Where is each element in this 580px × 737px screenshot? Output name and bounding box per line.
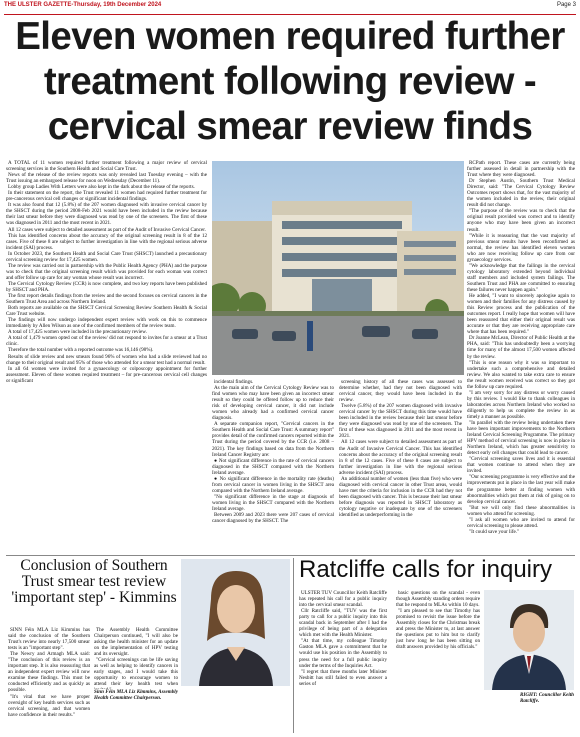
paragraph: SINN Féin MLA Liz Kimmins has said the conclusion of the Southern Trust's review into nearly 17,500 smear tests is an "important step". xyxy=(8,627,90,652)
paragraph: The first report details findings from the review and the second focuses on cervical cancers in the Southern Trust Area and across Northern Ireland. xyxy=(6,293,207,306)
paragraph: "No significant difference in the stage at diagnosis of women living in the SHSCT compared with the Northern Ireland average. xyxy=(212,493,334,512)
paragraph: A total of 17,425 women were included in the precautionary review. xyxy=(8,329,147,336)
paragraph: "I am very sorry for any distress or worry caused by this review. I would like to thank colleagues in laboratories across Northern Ireland who worked so diligently to help us complete the review in as timely a manner as possible. xyxy=(467,389,575,420)
paragraph: "While it is reassuring that the vast majority of previous smear results have been reconfirmed as normal, the review has identified eleven women who are now receiving follow up care from our gynaecology services. xyxy=(467,232,575,263)
paragraph: In their statement on the report, the Trust revealed 11 women had required further treatment for pre-cancerous cervical cell changes or significant incidental findings. xyxy=(6,190,207,203)
paragraph: "It could save your life." xyxy=(469,528,520,535)
paragraph: The findings will now undergo independent expert review with work on this to commence immediately by Allen Wilson as one of the confirmed members of the review team. xyxy=(6,317,207,330)
woman-portrait-image xyxy=(181,559,290,686)
paragraph: In all 64 women were invited for a gynaecology or colposcopy appointment for further assessment. Eleven of these women required treatment – for pre-cancerous cervical cell changes or significant xyxy=(6,365,207,384)
paragraph: Results of slide review and new smears found 96% of women who had a slide reviewed had no change to their original result and 95% of those who attended for a smear test had a normal result. xyxy=(6,353,207,366)
paragraph: This has identified concerns about the accuracy of the original screening result in 8 of the 12 cases. Five of these 8 are subject to further investigation in line with the regional serious adverse incident (SAI) process. xyxy=(6,232,207,251)
paragraph: ULSTER TUV Councillor Keith Ratcliffe has repeated his call for a public inquiry into the cervical smear scandal. xyxy=(299,590,387,609)
ratcliffe-portrait xyxy=(484,590,574,690)
ratcliffe-headline: Ratcliffe calls for inquiry xyxy=(299,556,552,583)
paragraph: All 12 cases were subject to detailed assessment as part of the Audit of Invasive Cervical Cancer. xyxy=(8,226,206,233)
man-portrait-image xyxy=(484,590,574,690)
paragraph: The Cervical Cytology Review (CCR) is now complete, and two key reports have been published by SHSCT and PHA. xyxy=(6,280,207,293)
paragraph: All 12 cases were subject to detailed assessment as part of the Audit of Invasive Cervical Cancer. This has identified concerns about the accuracy of the original screening result in 8 of the 12 cases. Five of these 8 cases are subject to further investigation in line with the regional serious adverse incident (SAI) process. xyxy=(339,439,462,476)
kimmins-portrait xyxy=(181,559,290,686)
paragraph: "Our screening programme is very effective and the improvements put in place in the last year will make the programme better at finding women with abnormalities which put them at risk of going on to develop cervical cancer. xyxy=(467,474,575,505)
paragraph: "We acknowledge that the failings in the cervical cytology laboratory extended beyond individual staff members and included system failings. The Southern Trust and PHA are committed to ensuring these failures never happen again." xyxy=(467,262,575,293)
article-column-2 xyxy=(212,379,334,555)
paragraph: "Cervical screenings can be life saving as well as helping to identify cancers in early stages, and I would take this opportunity to encourage women to attend their key health test when xyxy=(94,657,178,688)
paragraph: An additional number of women (less than five) who were diagnosed with cervical cancer in other Trust areas, would have met the criteria for inclusion in the CCR had they not been diagnosed with cancer. This is because their last smear before diagnosis was reported in SHSCT laboratory as cytology negative or inadequate by one of the screeners identified as underperforming in the xyxy=(339,475,462,519)
paragraph: incidental findings. xyxy=(214,379,254,385)
article-column-4 xyxy=(467,160,575,554)
paragraph: A total of 1,479 women opted out of the review/ did not respond to invites for a smear at a Trust clinic. xyxy=(6,335,207,348)
masthead: THE ULSTER GAZETTE-Thursday, 19th December 2024 xyxy=(4,2,162,8)
paragraph: "Cervical screening saves lives and it is essential that women continue to attend when they are invited. xyxy=(467,456,575,475)
kimmins-column-a xyxy=(8,627,90,735)
paragraph: "At that time, my colleague Timothy Gaston MLA gave a commitment that he would use his position in the Assembly to press the need for a full public inquiry under the terms of the Inquiries Act. xyxy=(299,638,387,669)
kimmins-caption: Sinn Féin MLA Liz Kimmins, Assembly Health Committee Chairperson. xyxy=(94,689,178,702)
paragraph: "I regret that three months later Minister Nesbitt has still failed to even answer a series of xyxy=(299,668,387,687)
hospital-building-image xyxy=(212,161,464,375)
article-column-3 xyxy=(339,379,462,555)
paragraph: "This is one reason why it was so important to undertake such a comprehensive and detailed review. We also wanted to take extra care to ensure the result women received was correct so they got the follow up care required. xyxy=(467,359,575,390)
paragraph: Lobby group Ladies With Letters were also kept in the dark about the release of the reports. xyxy=(8,184,195,191)
paragraph: A TOTAL of 11 women required further treatment following a major review of cervical screening services in the Southern Health and Social Care Trust. xyxy=(6,160,207,173)
paragraph: A separate companion report, "Cervical cancers in the Southern Health and Social Care Trust: A summary report" provides detail of the confirmed cancers reported within the Trust during the period covered by the CCR (i.e. 2008 – 2021). The key findings based on data from the Northern Ireland Cancer Registry are: xyxy=(212,421,334,458)
paragraph: Twelve (5.8%) of the 207 women diagnosed with invasive cervical cancer by the SHSCT during this time would have been included in the review because their last smear before they were diagnosed was read by one of the screeners. The first of these was diagnosed in 2011 and the most recent in 2021. xyxy=(339,403,462,440)
paragraph: As the main aim of the Cervical Cytology Review was to find women who may have been given an incorrect smear result so they could be offered follow up to reduce their risk of developing cervical cancer, it did not include women who already had a confirmed cervical cancer diagnosis. xyxy=(212,385,334,422)
paragraph: The Newry and Armagh MLA said: "The conclusion of this review is an important step. It is also reassuring that an independent expert review will now examine these findings. This must be conducted efficiently and as quickly as possible. xyxy=(8,651,90,694)
ratcliffe-column-b xyxy=(396,590,480,690)
paragraph: screening history of all these cases was assessed to determine whether, had they not been diagnosed with cervical cancer, they would have been included in the review. xyxy=(339,379,462,404)
kimmins-headline: Conclusion of Southern Trust smear test review 'important step' - Kimmins xyxy=(11,557,177,607)
paragraph: Cllr Ratcliffe said, "TUV was the first party to call for a public inquiry into this scandal back in September after I had the privilege of being part of a delegation which met with the Health Minister. xyxy=(299,608,387,639)
paragraph: Dr Stephen Austin, Southern Trust Medical Director, said: "The Cervical Cytology Review Outcomes report shows that, for the vast majority of the women included in the review, their original result did not change. xyxy=(467,178,575,209)
page-number: Page 3 xyxy=(556,2,576,8)
paragraph: RCPath report. These cases are currently being further assessed in detail in partnership with the Trust where they were diagnosed. xyxy=(467,160,575,179)
paragraph: "But we will only find these abnormalities in women who attend for screening. xyxy=(467,504,575,517)
paragraph: The Assembly Health Committee Chairperson continued, "I will also be asking the health minister for an update on the implementation of HPV testing and its oversight. xyxy=(94,627,178,658)
paragraph: "I ask all women who are invited to attend for cervical screening to please attend. xyxy=(467,516,575,529)
paragraph: Both reports are available on the SHSCT Cervical Screening Review Southern Health & Social Care Trust website. xyxy=(6,305,207,318)
ratcliffe-column-a xyxy=(299,590,387,734)
paragraph: Between 2009 and 2023 there were 207 cases of cervical cancer diagnosed by the SHSCT. The xyxy=(212,512,334,525)
kimmins-column-b xyxy=(94,627,178,689)
paragraph: basic questions on the scandal - even though Assembly standing orders require that he respond to MLAs within 10 days. xyxy=(396,590,480,609)
paragraph: The review was carried out in partnership with the Public Health Agency (PHA) and the purpose was to check that the original screening result which was provided for each woman was correct and offer follow up care for any woman whose result was incorrect. xyxy=(6,262,207,281)
paragraph: ● Not significant difference in the rate of cervical cancers diagnosed in the SHSCT compared with the Northern Ireland average. xyxy=(212,457,334,476)
paragraph: Dr Joanne McLean, Director of Public Health at the PHA, said: "This has undoubtedly been a worrying time for many of the almost 17,500 women affected by the review. xyxy=(467,335,575,360)
article-column-1 xyxy=(6,160,207,554)
ratcliffe-caption: RIGHT: Councillor Keith Ratcliffe. xyxy=(520,692,574,705)
paragraph: He added, "I want to sincerely apologise again to women and their families for any distress caused by this Review process and the publication of the outcomes report. I really hope that women will have been reassured that either their original result was accurate or that they are receiving appropriate care where that has been required." xyxy=(467,293,575,336)
paragraph: Therefore the total number with a reported outcome was 16,146 (98%). xyxy=(8,347,154,354)
paragraph: In October 2023, the Southern Health and Social Care Trust (SHSCT) launched a precautionary cervical screening review for 17,425 women. xyxy=(6,250,207,263)
paragraph: News of the release of the review reports was only revealed last Tuesday evening – with the Trust issuing an embargoed release for noon on Wednesday (December 11). xyxy=(6,172,207,185)
paragraph: "It's vital that we have proper oversight of key health services such as cervical screening, and that women have confidence in their results." xyxy=(8,693,90,718)
paragraph: "In parallel with the review being undertaken there have been important improvements to the Northern Ireland Cervical Screening Programme. The primary HPV method of cervical screening is now in place in Northern Ireland, which has greater sensitivity to detect early cell changes that could lead to cancer. xyxy=(467,420,575,457)
paragraph: "I am pleased to see that Timothy has promised to revisit the issue before the Assembly closes for the Christmas break and press the Minister to, at last answer the questions put to him but to clarify just how long he has been sitting on draft answers provided by his officials." xyxy=(396,608,480,651)
paragraph: ● No significant difference in the mortality rate (deaths) from cervical cancer in women living in the SHSCT area compared with the Northern Ireland average. xyxy=(212,475,334,494)
paragraph: "The purpose of the review was to check that the original result provided was correct and to identify anyone who may have been given an incorrect result. xyxy=(467,208,575,233)
column-divider xyxy=(293,558,294,733)
paragraph: It was also found that 12 (5.8%) of the 207 women diagnosed with invasive cervical cancer by the SHSCT during the period 2008-Feb 2021 would have been included in the review because their last smear before they were diagnosed was read by one of the screeners. The first of these was diagnosed in 2011 and the most recent in 2021. xyxy=(6,202,207,227)
main-headline: Eleven women required further treatment following review - cervical smear review finds xyxy=(15,15,565,148)
hospital-photo xyxy=(212,161,464,375)
